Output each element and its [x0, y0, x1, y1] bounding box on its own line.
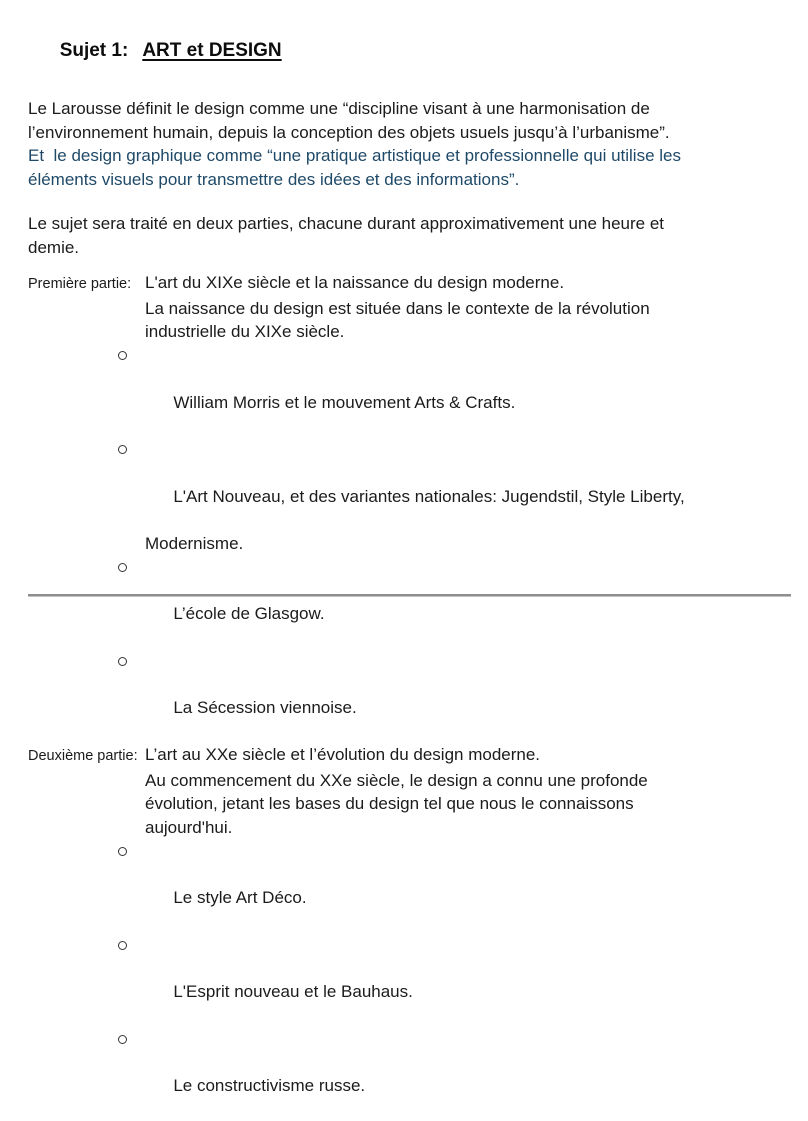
document-title	[28, 12, 790, 90]
circle-bullet-icon	[118, 941, 127, 950]
bullet-item-esprit-nouveau-bauhaus	[28, 933, 790, 1027]
intro-line: Le Larousse définit le design comme une “discipline visant à une harmonisation de	[28, 99, 650, 118]
duration-line: demie.	[28, 237, 80, 257]
title-heading: ART et DESIGN	[142, 40, 282, 61]
circle-bullet-icon	[118, 847, 127, 856]
part1-heading	[28, 271, 790, 297]
part2-description-line: aujourd'hui.	[145, 817, 233, 837]
bullet-item-art-deco	[28, 839, 790, 933]
bullet-item-william-morris	[28, 344, 790, 438]
circle-bullet-icon	[118, 1035, 127, 1044]
bullet-item-constructivisme-russe	[28, 1027, 790, 1121]
intro-line: l’environnement humain, depuis la conception des objets usuels jusqu’à l’urbanisme”.	[28, 122, 670, 142]
bullet-text: Le style Art Déco.	[173, 888, 307, 907]
part2-description-line: évolution, jetant les bases du design tel que nous le connaissons	[145, 794, 634, 813]
bullet-text: William Morris et le mouvement Arts & Crafts.	[173, 392, 516, 412]
horizontal-divider	[28, 594, 791, 597]
part2-label: Deuxième partie:	[28, 748, 138, 764]
bullet-continuation-line: Modernisme.	[145, 533, 244, 553]
part2-title: L’art au XXe siècle et l’évolution du design moderne.	[145, 745, 541, 764]
bullet-text: L'Art Nouveau, et des variantes nationales: Jugendstil, Style Liberty,	[173, 486, 685, 506]
bullet-item-secession-viennoise	[28, 649, 790, 743]
part1-label: Première partie:	[28, 276, 132, 292]
part2-heading	[28, 743, 790, 769]
part2-description-line: Au commencement du XXe siècle, le design a connu une profonde	[145, 770, 648, 790]
circle-bullet-icon	[118, 445, 127, 454]
part1-description-line: La naissance du design est située dans le contexte de la révolution	[145, 298, 650, 318]
circle-bullet-icon	[118, 351, 127, 360]
part1-title: L'art du XIXe siècle et la naissance du design moderne.	[145, 273, 565, 292]
graphic-design-definition-line: éléments visuels pour transmettre des idées et des informations”.	[28, 169, 520, 189]
bullet-item-art-nouveau	[28, 438, 790, 532]
duration-paragraph	[28, 212, 790, 259]
intro-paragraph	[28, 97, 790, 191]
title-prefix: Sujet 1:	[59, 40, 129, 61]
circle-bullet-icon	[118, 563, 127, 572]
bullet-text: La Sécession viennoise.	[173, 698, 357, 717]
circle-bullet-icon	[118, 657, 127, 666]
graphic-design-definition-line: Et le design graphique comme “une pratique artistique et professionnelle qui utilise les	[28, 146, 681, 165]
part1-description-line: industrielle du XIXe siècle.	[145, 322, 345, 341]
duration-line: Le sujet sera traité en deux parties, chacune durant approximativement une heure et	[28, 214, 664, 233]
bullet-text: L’école de Glasgow.	[173, 604, 325, 623]
bullet-item-ecole-glasgow	[28, 555, 790, 649]
bullet-text: L'Esprit nouveau et le Bauhaus.	[173, 982, 413, 1001]
bullet-text: Le constructivisme russe.	[173, 1076, 366, 1095]
